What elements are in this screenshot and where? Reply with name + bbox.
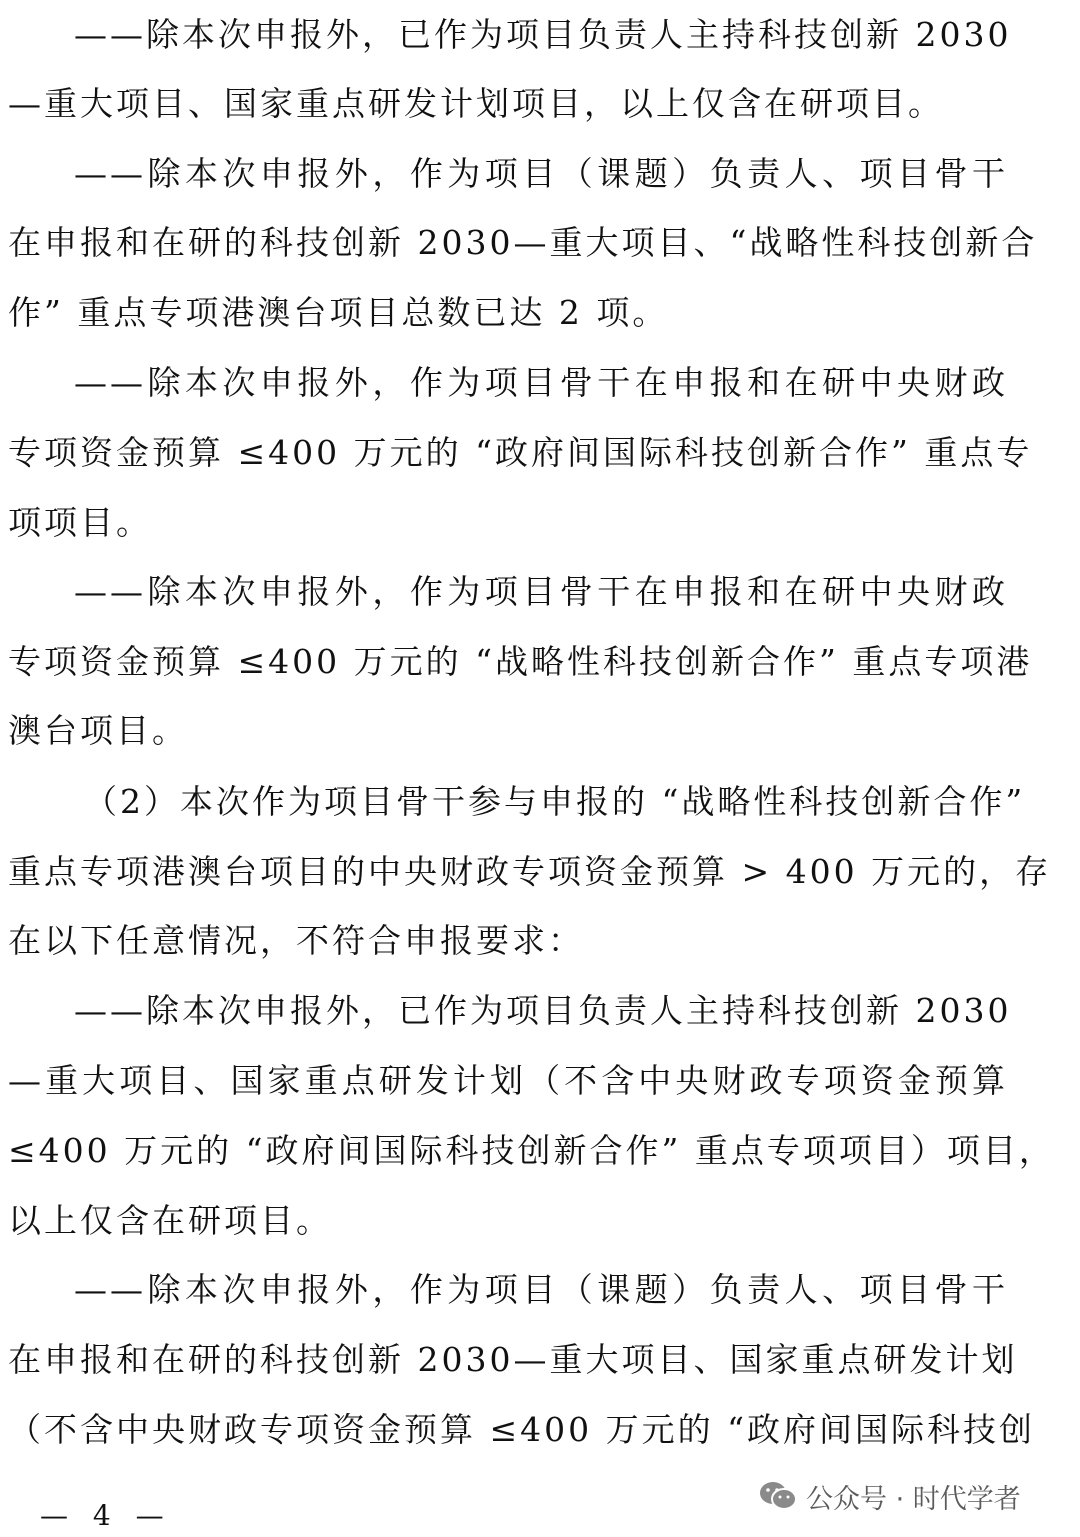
text-line: （不含中央财政专项资金预算 ≤400 万元的 “政府间国际科技创 [8, 1410, 1035, 1449]
text-line: —重大项目、国家重点研发计划项目，以上仅含在研项目。 [8, 84, 944, 123]
text-line: ——除本次申报外，已作为项目负责人主持科技创新 2030 [74, 991, 1012, 1030]
watermark-text: 公众号 · 时代学者 [806, 1483, 1021, 1515]
text-line: ——除本次申报外，已作为项目负责人主持科技创新 2030 [74, 15, 1012, 54]
text-line: ——除本次申报外，作为项目（课题）负责人、项目骨干 [74, 1270, 1008, 1309]
text-line: ——除本次申报外，作为项目骨干在申报和在研中央财政 [74, 572, 1008, 611]
text-line: 项项目。 [8, 503, 152, 542]
text-line: ——除本次申报外，作为项目骨干在申报和在研中央财政 [74, 363, 1008, 402]
text-line: 在申报和在研的科技创新 2030—重大项目、国家重点研发计划 [8, 1340, 1018, 1379]
text-line: （2）本次作为项目骨干参与申报的 “战略性科技创新合作” [84, 782, 1026, 821]
text-line: 在以下任意情况，不符合申报要求： [8, 921, 584, 960]
text-line: ≤400 万元的 “政府间国际科技创新合作” 重点专项项目）项目， [8, 1131, 1055, 1170]
watermark [758, 1476, 1021, 1516]
text-line: 专项资金预算 ≤400 万元的 “战略性科技创新合作” 重点专项港 [8, 642, 1033, 681]
text-line: 澳台项目。 [8, 711, 188, 750]
text-line: 专项资金预算 ≤400 万元的 “政府间国际科技创新合作” 重点专 [8, 433, 1033, 472]
page-number: — 4 — [40, 1499, 172, 1532]
text-line: 以上仅含在研项目。 [8, 1201, 332, 1240]
text-line: —重大项目、国家重点研发计划（不含中央财政专项资金预算 [8, 1061, 1008, 1100]
text-line: 重点专项港澳台项目的中央财政专项资金预算 > 400 万元的，存 [8, 852, 1052, 891]
text-line: ——除本次申报外，作为项目（课题）负责人、项目骨干 [74, 154, 1008, 193]
wechat-icon [758, 1480, 798, 1512]
text-line: 作” 重点专项港澳台项目总数已达 2 项。 [8, 293, 669, 332]
text-line: 在申报和在研的科技创新 2030—重大项目、“战略性科技创新合 [8, 223, 1038, 262]
